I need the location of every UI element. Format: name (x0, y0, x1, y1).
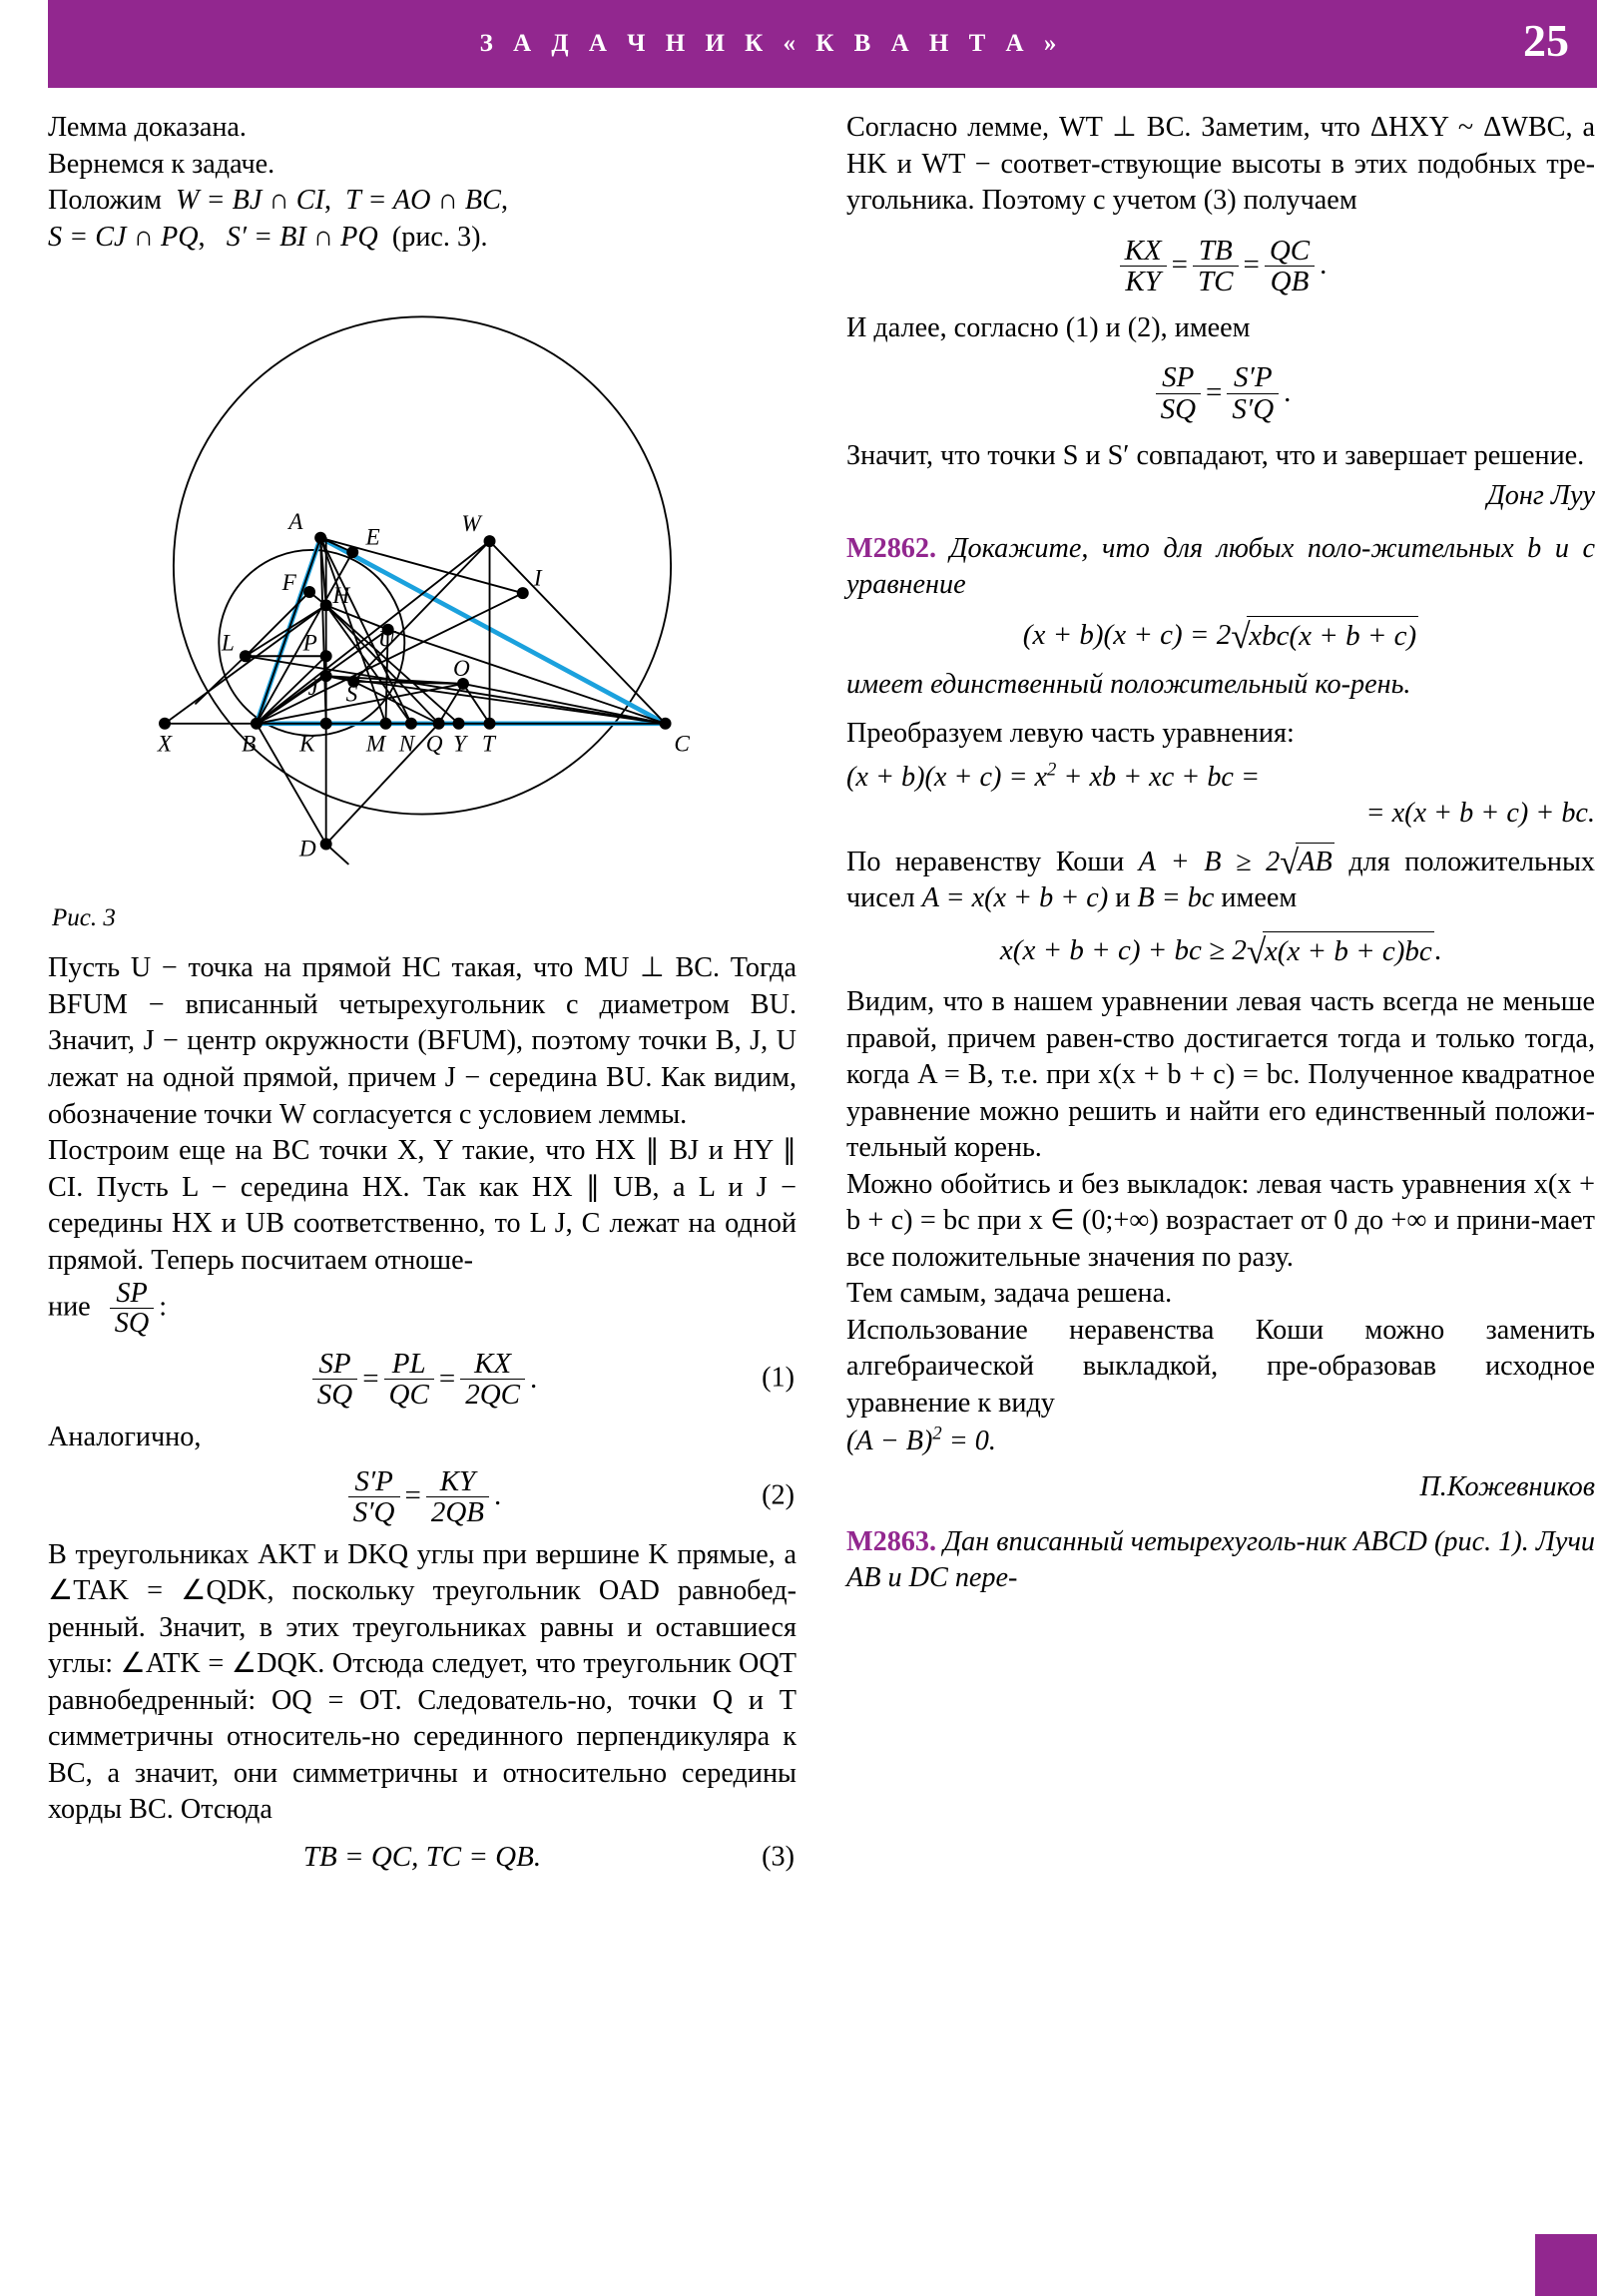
eq2-b-den: 2QB (426, 1496, 489, 1527)
eq4-frac-a (1120, 236, 1167, 296)
cauchy-tail: имеем (1221, 882, 1298, 914)
problem-m2863 (846, 1524, 1595, 1597)
eq2-frac-b (426, 1466, 489, 1527)
assign-t: T = AO ∩ BC (345, 185, 501, 217)
eq4-a-num: KX (1124, 234, 1162, 267)
eq1-b-num: PL (391, 1347, 426, 1380)
eq2-b-num: KY (439, 1464, 476, 1497)
eq1-equals-1: = (362, 1362, 379, 1395)
label-B: B (242, 731, 257, 758)
figure-3-svg (48, 262, 797, 880)
cauchy-inequality: A + B ≥ 2 (1138, 846, 1281, 877)
cauchy-and: и (1115, 882, 1131, 914)
label-Q: Q (425, 731, 443, 758)
eq3-text: TB = QC, TC = QB. (302, 1841, 542, 1873)
assign-s: S = CJ ∩ PQ (48, 221, 199, 253)
page-header-title: З А Д А Ч Н И К « К В А Н Т А » (479, 30, 1064, 57)
cauchy-A: A = x(x + b + c) (921, 882, 1109, 914)
author-kozhevnikov: П.Кожевников (1419, 1471, 1595, 1503)
eq1-equals-2: = (438, 1362, 456, 1395)
label-S: S (345, 681, 358, 708)
eq6-l1: $(x + b)(x + c) = x^2$ + xb + xc + bc = (846, 759, 1260, 793)
eq7-lhs: x(x + b + c) + bc ≥ 2 (999, 933, 1247, 966)
label-C: C (674, 731, 690, 758)
eq5-frac-a (1156, 362, 1201, 423)
eq1-frac-b (384, 1349, 434, 1410)
page-corner-marker (1535, 2234, 1597, 2296)
ratio-numerator: SP (116, 1278, 148, 1310)
label-K: K (299, 731, 315, 758)
analogously-line: Аналогично, (48, 1422, 202, 1453)
label-X: X (157, 731, 173, 758)
right-paragraph-2: И далее, согласно (1) и (2), имеем (846, 311, 1251, 343)
right-paragraph-6: Видим, что в нашем уравнении левая часть всегда не меньше правой, причем равен-ство достигается тогда и только тогда, когда A = B, т.е. при x(x + b + c) = bc. Полученное квадратное уравнение можно решить и найти его единственный положи-тельный корень. (846, 986, 1595, 1164)
ratio-colon: : (159, 1291, 168, 1323)
eq4-tail: . (1320, 249, 1328, 282)
label-W: W (461, 511, 481, 538)
eq2-a-den: S′Q (348, 1496, 400, 1527)
problem-m2862-statement-b (846, 667, 1595, 704)
problem-m2862 (846, 531, 1595, 604)
equation-3 (48, 1839, 797, 1877)
eq4-frac-c (1265, 236, 1315, 296)
equation-8 (846, 1423, 1595, 1460)
eq4-equals-1: = (1171, 249, 1189, 282)
eq4-frac-b (1193, 236, 1238, 296)
eq4-equals-2: = (1243, 249, 1260, 282)
eq6-l2: = x(x + b + c) + bc. (1365, 798, 1595, 830)
eq1-c-num: KX (474, 1347, 512, 1380)
eq1-tail: . (530, 1362, 538, 1395)
eq8-text: $(A - B)^2 = 0$. (846, 1423, 996, 1456)
figure-3-caption: Рис. 3 (52, 904, 116, 932)
eq5-tail: . (1284, 376, 1292, 409)
right-paragraph-4: Преобразуем левую часть уравнения: (846, 717, 1295, 749)
label-M: M (365, 731, 386, 758)
label-Y: Y (453, 731, 467, 758)
cauchy-B: B = bc (1137, 882, 1215, 914)
label-F: F (281, 569, 296, 596)
label-L: L (221, 630, 235, 657)
problem-m2863-label: M2863. (846, 1525, 937, 1557)
lemma-proved-line: Лемма доказана. (48, 112, 247, 143)
ratio-lead-word: ние (48, 1291, 91, 1323)
eq1-c-den: 2QC (460, 1379, 525, 1410)
left-column (48, 110, 797, 1887)
equation-2 (48, 1466, 797, 1527)
left-paragraph-2: Пусть U − точка на прямой HC такая, что MU ⊥ BC. Тогда BFUM − вписанный четырехугольник с диаметром BU. Значит, J − центр окружности (BFUM), поэтому точки B, J, U лежат на одной прямой, причем J − середина BU. Как видим, обозначение точки W согласуется с условием леммы. (48, 952, 797, 1130)
ratio-sp-sq-fraction (110, 1279, 154, 1339)
cauchy-mid: для положительных чисел (846, 846, 1596, 914)
label-H: H (332, 583, 350, 610)
return-to-problem-line: Вернемся к задаче. (48, 148, 275, 180)
equation-7 (846, 931, 1595, 971)
eq5-a-den: SQ (1156, 393, 1201, 424)
eq4-a-den: KY (1120, 266, 1167, 296)
problem-m2863-statement: Дан вписанный четырехуголь-ник ABCD (рис. 1). Лучи AB и DC пере- (846, 1525, 1595, 1594)
label-E: E (365, 524, 380, 551)
equation-1-row (48, 1349, 797, 1410)
equation-1-number: (1) (762, 1363, 795, 1395)
label-I: I (533, 565, 542, 592)
eq5-b-den: S′Q (1227, 393, 1279, 424)
eq5-frac-b (1227, 362, 1279, 423)
equation-6-line-1 (846, 758, 1595, 796)
eq-m2862-lhs: (x + b)(x + c) = 2 (1022, 618, 1232, 651)
eq2-tail: . (494, 1479, 502, 1512)
ratio-inline-line (48, 1279, 797, 1339)
label-U: U (377, 626, 395, 653)
label-O: O (452, 656, 470, 683)
eq1-a-den: SQ (312, 1379, 357, 1410)
right-paragraph-8: Тем самым, задача решена. (846, 1278, 1173, 1310)
left-paragraph-4: В треугольниках AKT и DKQ углы при вершине K прямые, а ∠TAK = ∠QDK, поскольку треугольник OAD равнобед-ренный. Значит, в этих треугольниках равны и оставшиеся углы: ∠ATK = ∠DQK. Отсюда следует, что треугольник OQT равнобедренный: OQ = OT. Следователь-но, точки Q и T симметричны относитель-но серединного перпендикуляра к BC, а значит, они симметричны и относительно середины хорды BC. Отсюда (48, 1538, 797, 1826)
equation-6-line-2 (846, 796, 1595, 833)
eq7-sqrt: √ x(x + b + c)bc (1247, 931, 1434, 971)
eq4-b-den: TC (1193, 266, 1238, 296)
label-A: A (288, 508, 303, 535)
figure-3 (48, 262, 797, 900)
assign-lead: Положим (48, 185, 162, 217)
assign-figure-reference: (рис. 3). (391, 221, 488, 253)
assignments-line-1: Положим W = BJ ∩ CI, T = AO ∩ BC, (48, 185, 509, 217)
equation-m2862 (846, 616, 1595, 656)
eq2-a-num: S′P (354, 1464, 393, 1497)
eq1-frac-c (460, 1349, 525, 1410)
left-paragraph-3: Построим еще на BC точки X, Y такие, что HX ∥ BJ и HY ∥ CI. Пусть L − середина HX. Так как HX ∥ UB, а L и J − середины HX и UB соответственно, то L J, C лежат на одной прямой. Теперь посчитаем отноше- (48, 1135, 797, 1276)
problem-m2862-label: M2862. (846, 532, 937, 564)
eq7-period: . (1433, 933, 1442, 966)
eq2-frac-a (348, 1466, 400, 1527)
cauchy-lead: По неравенству Коши (846, 846, 1125, 877)
eq5-b-num: S′P (1233, 361, 1273, 394)
equation-2-row (48, 1466, 797, 1527)
label-J: J (307, 675, 318, 702)
right-paragraph-1: Согласно лемме, WT ⊥ BC. Заметим, что ΔHXY ~ ΔWBC, а HK и WT − соответ-ствующие высоты в этих подобных тре-угольника. Поэтому с учетом (3) получаем (846, 112, 1595, 217)
ratio-denominator: SQ (110, 1308, 154, 1338)
eq5-a-num: SP (1162, 361, 1195, 394)
assign-s-prime: S′ = BI ∩ PQ (226, 221, 378, 253)
equation-3-row (48, 1839, 797, 1877)
page-header-band (48, 0, 1597, 88)
problem-m2862-statement-b-text: имеет единственный положительный ко-рень. (846, 669, 1411, 701)
equation-4 (846, 236, 1595, 296)
author-dong-luu: Донг Луу (1486, 480, 1595, 512)
right-paragraph-9: Использование неравенства Коши можно заменить алгебраической выкладкой, пре-образовав исходное уравнение к виду (846, 1314, 1595, 1419)
eq1-b-den: QC (384, 1379, 434, 1410)
eq1-frac-a (312, 1349, 357, 1410)
assignments-line-2: S = CJ ∩ PQ, S′ = BI ∩ PQ (рис. 3). (48, 221, 488, 253)
eq1-a-num: SP (318, 1347, 351, 1380)
label-P: P (302, 630, 317, 657)
assign-w: W = BJ ∩ CI (176, 185, 324, 217)
right-paragraph-5 (846, 843, 1595, 917)
label-D: D (298, 836, 316, 862)
eq2-equals: = (404, 1479, 421, 1512)
equation-2-number: (2) (762, 1479, 795, 1511)
figure-point-dots (159, 532, 671, 851)
eq-m2862-sqrt: √ xbc(x + b + c) (1231, 616, 1418, 656)
equation-1 (48, 1349, 797, 1410)
right-paragraph-3: Значит, что точки S и S′ совпадают, что и завершает решение. (846, 439, 1585, 471)
page-number: 25 (1523, 15, 1569, 66)
label-N: N (398, 731, 415, 758)
equation-5 (846, 362, 1595, 423)
eq5-equals: = (1206, 376, 1223, 409)
problem-m2862-statement-a: Докажите, что для любых поло-жительных b и c уравнение (846, 532, 1596, 601)
right-column (846, 110, 1595, 1597)
right-paragraph-7: Можно обойтись и без выкладок: левая часть уравнения x(x + b + c) = bc при x ∈ (0;+∞) возрастает от 0 до +∞ и прини-мает все положительные значения по разу. (846, 1168, 1595, 1273)
eq4-c-num: QC (1269, 234, 1311, 267)
equation-3-number: (3) (762, 1841, 795, 1873)
label-T: T (481, 731, 495, 758)
cauchy-sqrt: √ AB (1280, 843, 1333, 881)
eq4-c-den: QB (1265, 266, 1315, 296)
eq4-b-num: TB (1198, 234, 1233, 267)
